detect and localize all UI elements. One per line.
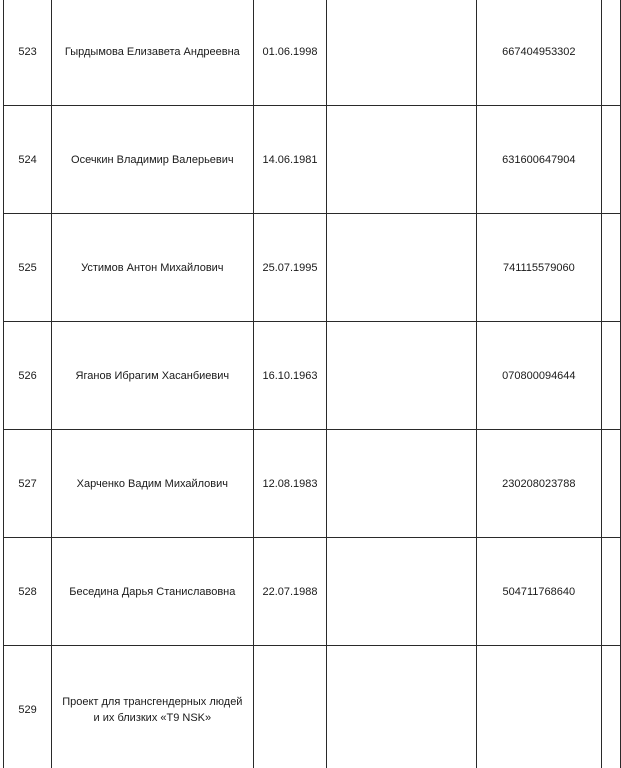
tax-number: 667404953302: [476, 0, 602, 106]
birth-date: 16.10.1963: [253, 322, 327, 430]
row-number: 527: [4, 430, 52, 538]
row-number: 525: [4, 214, 52, 322]
tax-number: [476, 646, 602, 768]
person-name: Харченко Вадим Михайлович: [52, 430, 254, 538]
birth-date: 12.08.1983: [253, 430, 327, 538]
table-row: [4, 322, 621, 430]
tax-number: 631600647904: [476, 106, 602, 214]
row-number: 529: [4, 646, 52, 768]
extra-cell: [327, 646, 476, 768]
edge-cell: [602, 214, 621, 322]
table-row: [4, 214, 621, 322]
extra-cell: [327, 430, 476, 538]
extra-cell: [327, 538, 476, 646]
birth-date: 25.07.1995: [253, 214, 327, 322]
edge-cell: [602, 538, 621, 646]
table-row: [4, 430, 621, 538]
edge-cell: [602, 106, 621, 214]
person-name: Яганов Ибрагим Хасанбиевич: [52, 322, 254, 430]
edge-cell: [602, 430, 621, 538]
edge-cell: [602, 322, 621, 430]
person-name: Осечкин Владимир Валерьевич: [52, 106, 254, 214]
registry-table: [3, 0, 621, 768]
extra-cell: [327, 214, 476, 322]
table-row: [4, 646, 621, 768]
birth-date: [253, 646, 327, 768]
birth-date: 22.07.1988: [253, 538, 327, 646]
birth-date: 14.06.1981: [253, 106, 327, 214]
row-number: 523: [4, 0, 52, 106]
table-row: [4, 538, 621, 646]
row-number: 528: [4, 538, 52, 646]
edge-cell: [602, 0, 621, 106]
table-row: [4, 0, 621, 106]
tax-number: 741115579060: [476, 214, 602, 322]
organization-name: Проект для трансгендерных людей и их близких «Т9 NSK»: [52, 646, 254, 768]
birth-date: 01.06.1998: [253, 0, 327, 106]
person-name: Беседина Дарья Станиславовна: [52, 538, 254, 646]
row-number: 526: [4, 322, 52, 430]
edge-cell: [602, 646, 621, 768]
row-number: 524: [4, 106, 52, 214]
extra-cell: [327, 322, 476, 430]
table-row: [4, 106, 621, 214]
tax-number: 504711768640: [476, 538, 602, 646]
person-name: Гырдымова Елизавета Андреевна: [52, 0, 254, 106]
extra-cell: [327, 106, 476, 214]
tax-number: 230208023788: [476, 430, 602, 538]
person-name: Устимов Антон Михайлович: [52, 214, 254, 322]
tax-number: 070800094644: [476, 322, 602, 430]
extra-cell: [327, 0, 476, 106]
